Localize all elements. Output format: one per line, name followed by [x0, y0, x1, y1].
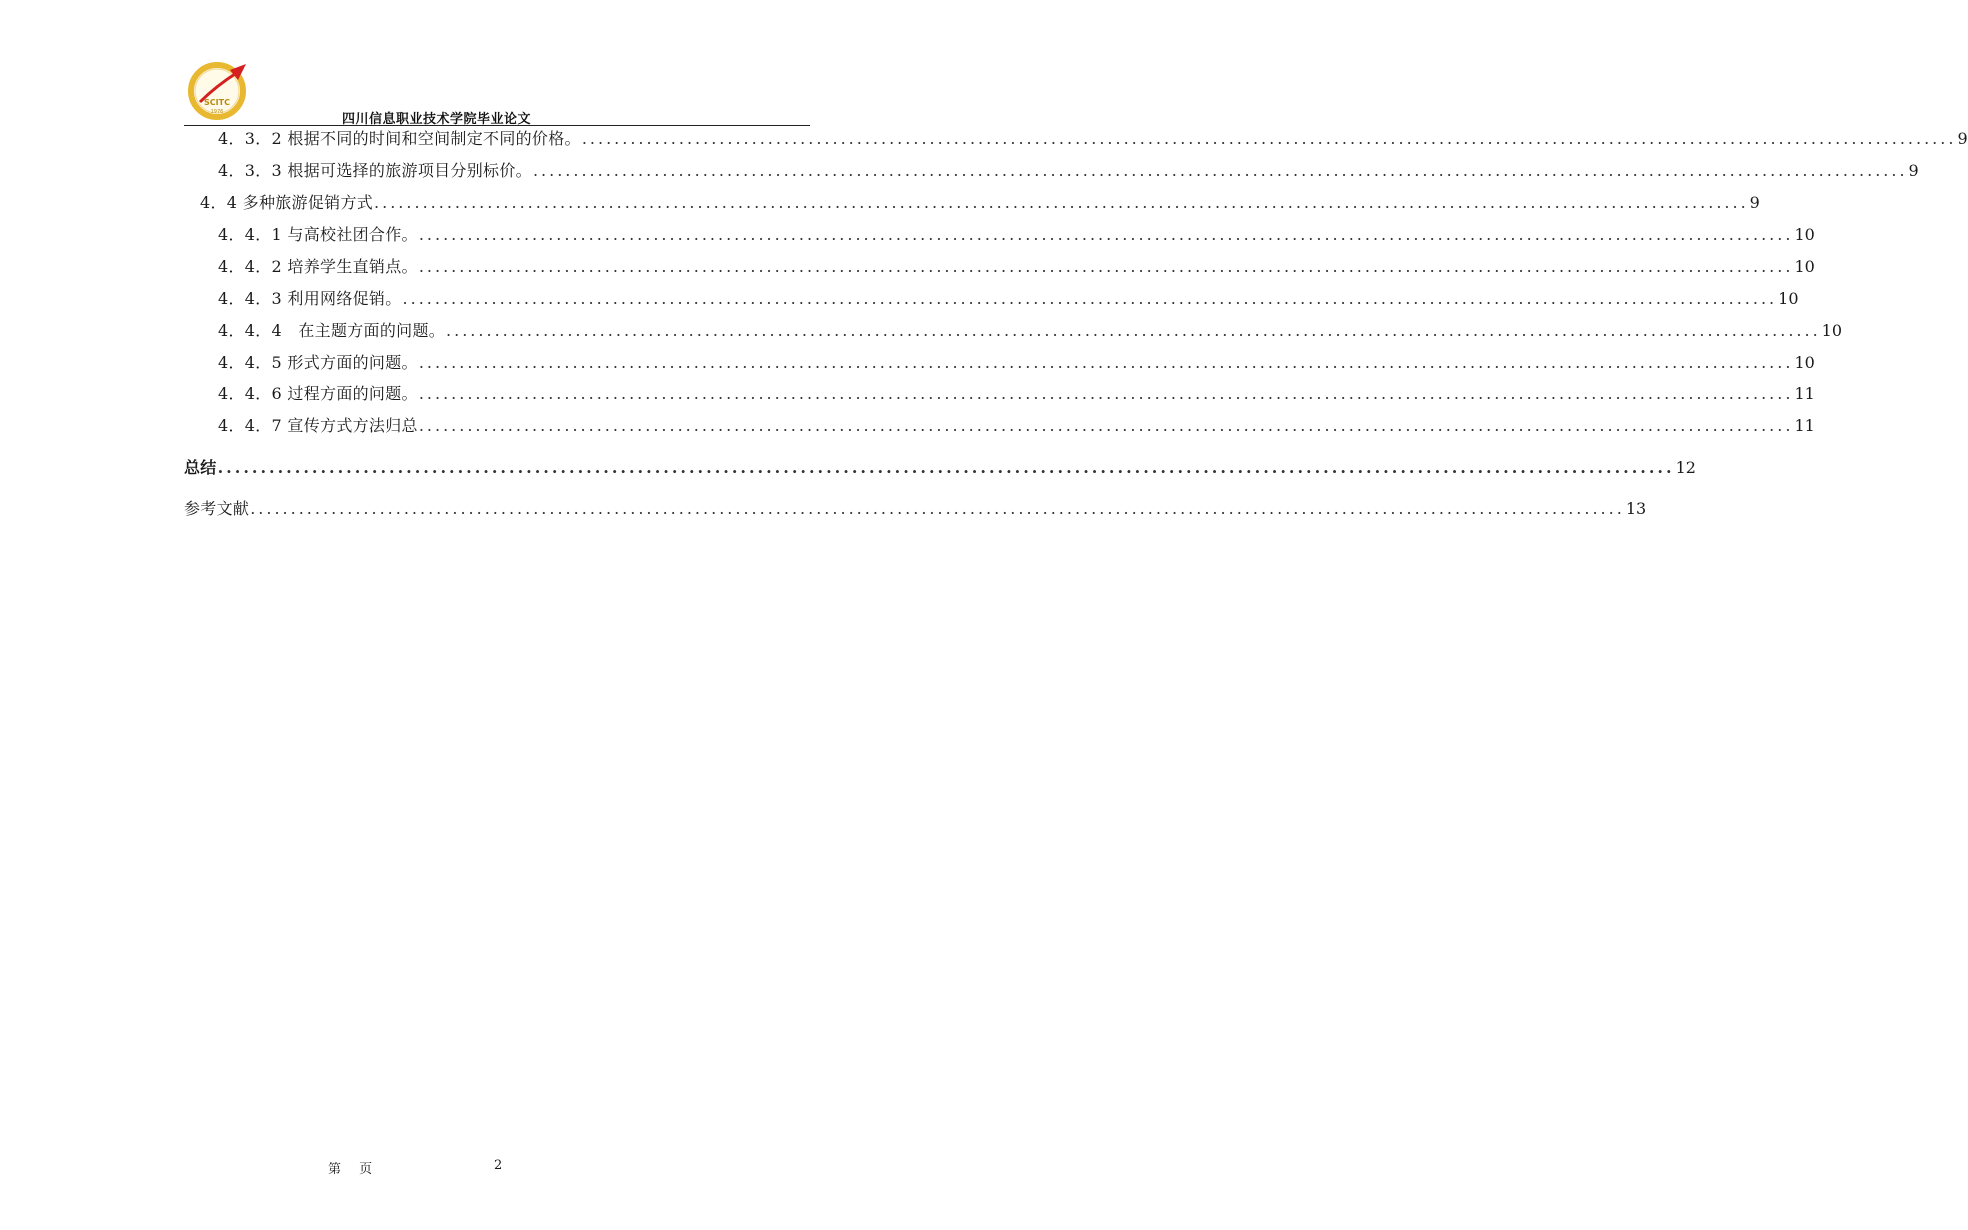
toc-entry-4-4-1[interactable] — [184, 224, 1815, 246]
toc-entry-label: 4．4．5 形式方面的问题。 — [218, 353, 418, 372]
toc-entry-label: 总结 — [184, 458, 217, 477]
toc-entry-4-4-6[interactable] — [184, 383, 1815, 405]
toc-entry-4-4-5[interactable] — [184, 352, 1815, 374]
svg-text:1976: 1976 — [210, 109, 224, 115]
toc-leader: .......................................................................................................................................................................... — [418, 384, 1794, 403]
toc-entry-label: 4．4．3 利用网络促销。 — [218, 289, 402, 308]
toc-entry-4-4-3[interactable] — [184, 288, 1799, 310]
toc-leader: .......................................................................................................................................................................... — [532, 161, 1908, 180]
svg-text:SCITC: SCITC — [204, 98, 230, 107]
toc-entry-label: 参考文献 — [184, 499, 250, 518]
toc-leader: .......................................................................................................................................................................... — [446, 321, 1821, 340]
toc-entry-conclusion[interactable] — [184, 457, 1696, 479]
toc-page-number: 10 — [1821, 321, 1843, 340]
toc-page-number: 13 — [1625, 499, 1647, 518]
toc-leader: .......................................................................................................................................................................... — [418, 416, 1794, 435]
footer-page-label: 第 页 — [328, 1162, 373, 1177]
toc-page-number: 9 — [1957, 129, 1968, 148]
toc-entry-references[interactable] — [184, 498, 1647, 520]
toc-leader: .......................................................................................................................................................................... — [250, 499, 1625, 518]
header-title: 四川信息职业技术学院毕业论文 — [342, 112, 532, 127]
toc-entry-label: 4．4．6 过程方面的问题。 — [218, 384, 418, 403]
toc-entry-label: 4．4．7 宣传方式方法归总 — [218, 416, 418, 435]
toc-page-number: 10 — [1778, 289, 1799, 308]
toc-entry-label: 4．4．4 在主题方面的问题。 — [218, 321, 446, 340]
toc-entry-4-4-7[interactable] — [184, 415, 1815, 437]
toc-page-number: 12 — [1675, 458, 1696, 477]
toc-page-number: 9 — [1749, 193, 1760, 212]
toc-entry-4-3-3[interactable] — [184, 160, 1919, 182]
toc-entry-label: 4．3．3 根据可选择的旅游项目分别标价。 — [218, 161, 532, 180]
toc-entry-label: 4．4 多种旅游促销方式 — [200, 193, 374, 212]
toc-entry-label: 4．3．2 根据不同的时间和空间制定不同的价格。 — [218, 129, 581, 148]
school-logo — [186, 58, 252, 120]
toc-leader: .......................................................................................................................................................................... — [581, 129, 1957, 148]
toc-entry-4-4-4[interactable] — [184, 320, 1843, 342]
toc-page-number: 10 — [1794, 257, 1815, 276]
toc-entry-4-3-2[interactable] — [184, 128, 1968, 150]
toc-leader: .......................................................................................................................................................................... — [418, 353, 1794, 372]
header-divider — [184, 125, 810, 126]
toc-entry-4-4[interactable] — [184, 192, 1760, 214]
footer-page-number: 2 — [494, 1158, 503, 1173]
toc-entry-label: 4．4．2 培养学生直销点。 — [218, 257, 418, 276]
toc-page-number: 10 — [1794, 225, 1815, 244]
toc-page-number: 11 — [1794, 384, 1815, 403]
toc-leader: .......................................................................................................................................................................... — [374, 193, 1749, 212]
toc-page-number: 9 — [1908, 161, 1919, 180]
toc-entry-label: 4．4．1 与高校社团合作。 — [218, 225, 418, 244]
toc-leader: .......................................................................................................................................................................... — [402, 289, 1778, 308]
toc-leader: .......................................................................................................................................................................... — [217, 458, 1675, 477]
toc-page-number: 11 — [1794, 416, 1815, 435]
toc-entry-4-4-2[interactable] — [184, 256, 1815, 278]
toc-leader: .......................................................................................................................................................................... — [418, 225, 1794, 244]
toc-leader: .......................................................................................................................................................................... — [418, 257, 1794, 276]
toc-page-number: 10 — [1794, 353, 1815, 372]
